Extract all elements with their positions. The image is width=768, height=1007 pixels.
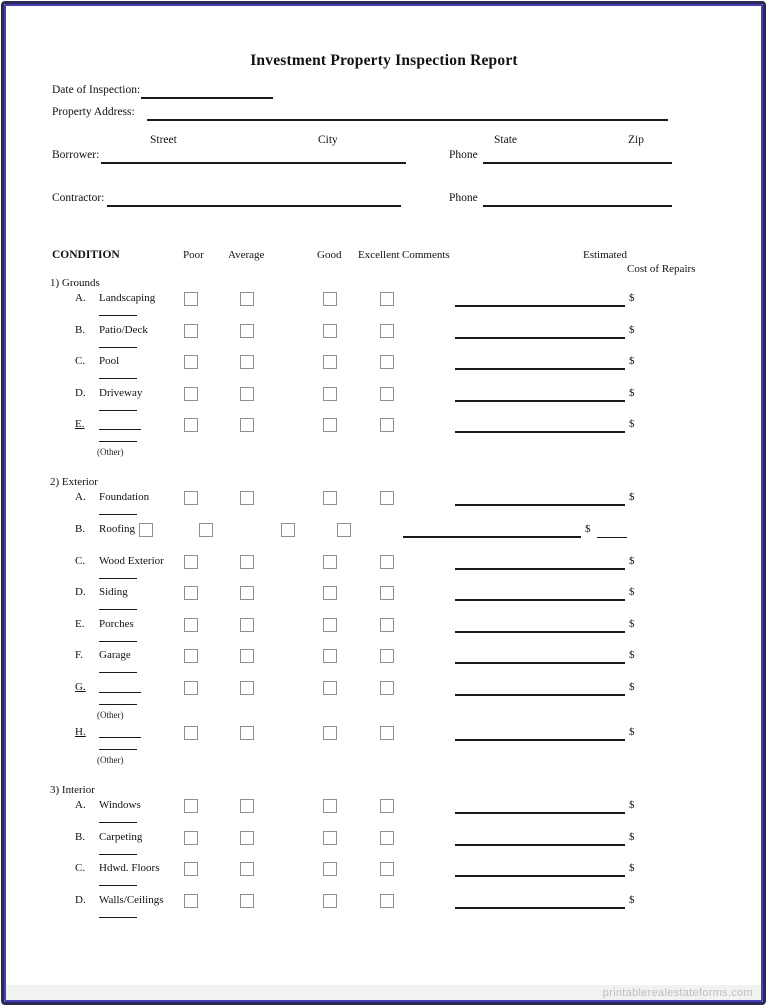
note-field[interactable]	[99, 738, 137, 750]
footer-watermark-bar	[6, 985, 761, 1000]
comments-field[interactable]	[455, 325, 625, 339]
dollar-sign: $	[629, 554, 635, 567]
checkbox-excellent[interactable]	[380, 726, 394, 740]
column-header-excellent: Excellent	[358, 249, 400, 261]
note-field[interactable]	[99, 336, 137, 348]
row-letter: B.	[75, 523, 86, 535]
row-letter: H.	[75, 726, 86, 738]
dollar-sign: $	[629, 830, 635, 843]
comments-field[interactable]	[455, 650, 625, 664]
column-header-estimated: Estimated	[583, 249, 627, 261]
checkbox-poor[interactable]	[184, 491, 198, 505]
row-label: Landscaping	[99, 292, 156, 304]
checkbox-good[interactable]	[323, 586, 337, 600]
checkbox-excellent[interactable]	[380, 491, 394, 505]
row-letter: D.	[75, 386, 86, 399]
property-address-label: Property Address:	[52, 106, 135, 118]
row-label: Pool	[99, 355, 120, 368]
row-label: Garage	[99, 649, 131, 662]
column-header-good: Good	[317, 249, 342, 261]
checkbox-poor[interactable]	[184, 894, 198, 908]
row-label: Windows	[99, 799, 141, 811]
other-caption: (Other)	[97, 755, 124, 765]
checkbox-good[interactable]	[323, 292, 337, 306]
comments-field[interactable]	[455, 832, 625, 846]
checkbox-average[interactable]	[240, 894, 254, 908]
checkbox-poor[interactable]	[184, 618, 198, 632]
comments-field[interactable]	[455, 619, 625, 633]
comments-field[interactable]	[455, 682, 625, 696]
checkbox-excellent[interactable]	[380, 355, 394, 369]
checkbox-good[interactable]	[323, 726, 337, 740]
checkbox-excellent[interactable]	[380, 862, 394, 876]
dollar-sign: $	[629, 649, 635, 662]
checkbox-poor[interactable]	[184, 726, 198, 740]
dollar-sign: $	[629, 893, 635, 906]
dollar-sign: $	[629, 355, 635, 368]
checkbox-good[interactable]	[323, 355, 337, 369]
section-title: 3) Interior	[50, 784, 95, 796]
checkbox-average[interactable]	[240, 649, 254, 663]
row-label: Hdwd. Floors	[99, 862, 160, 875]
row-letter: B.	[75, 323, 86, 336]
checkbox-poor[interactable]	[184, 586, 198, 600]
dollar-sign: $	[629, 681, 635, 693]
note-field[interactable]	[99, 661, 137, 673]
checkbox-average[interactable]	[240, 681, 254, 695]
checkbox-excellent[interactable]	[380, 418, 394, 432]
checkbox-excellent[interactable]	[380, 618, 394, 632]
checkbox-excellent[interactable]	[380, 324, 394, 338]
borrower-field[interactable]	[101, 150, 406, 164]
checkbox-excellent[interactable]	[380, 649, 394, 663]
comments-field[interactable]	[455, 492, 625, 506]
contractor-phone-field[interactable]	[483, 193, 672, 207]
checkbox-poor[interactable]	[184, 387, 198, 401]
row-label-blank-field[interactable]	[99, 418, 141, 430]
state-label: State	[494, 134, 517, 146]
comments-field[interactable]	[403, 524, 581, 538]
checkbox-excellent[interactable]	[380, 292, 394, 306]
dollar-sign: $	[629, 491, 635, 504]
other-caption: (Other)	[97, 447, 124, 458]
checkbox-poor[interactable]	[184, 418, 198, 432]
borrower-phone-label: Phone	[449, 149, 478, 161]
cost-field[interactable]	[597, 525, 627, 538]
checkbox-excellent[interactable]	[337, 523, 351, 537]
section-title: 2) Exterior	[50, 476, 98, 489]
note-field[interactable]	[99, 430, 137, 442]
note-field[interactable]	[99, 843, 137, 855]
checkbox-poor[interactable]	[184, 862, 198, 876]
checkbox-good[interactable]	[323, 681, 337, 695]
column-header-comments: Comments	[402, 249, 450, 261]
checkbox-good[interactable]	[323, 418, 337, 432]
dollar-sign: $	[629, 586, 635, 599]
checkbox-average[interactable]	[240, 831, 254, 845]
dollar-sign: $	[629, 726, 635, 738]
checkbox-poor[interactable]	[184, 292, 198, 306]
comments-field[interactable]	[455, 587, 625, 601]
note-field[interactable]	[99, 874, 137, 886]
row-letter: A.	[75, 292, 86, 304]
checkbox-good[interactable]	[323, 862, 337, 876]
borrower-label: Borrower:	[52, 149, 100, 161]
checkbox-good[interactable]	[323, 387, 337, 401]
checkbox-average[interactable]	[240, 799, 254, 813]
row-letter: C.	[75, 554, 86, 567]
note-field[interactable]	[99, 630, 137, 642]
note-field[interactable]	[99, 598, 137, 610]
contractor-label: Contractor:	[52, 192, 105, 204]
watermark-text: printablerealestateforms.com	[602, 986, 753, 999]
checkbox-excellent[interactable]	[380, 387, 394, 401]
row-letter: E.	[75, 617, 85, 630]
checkbox-excellent[interactable]	[380, 555, 394, 569]
note-field[interactable]	[99, 906, 137, 918]
comments-field[interactable]	[455, 727, 625, 741]
checkbox-excellent[interactable]	[380, 586, 394, 600]
date-of-inspection-field[interactable]	[141, 85, 273, 99]
dollar-sign: $	[629, 799, 635, 811]
row-letter: E.	[75, 418, 85, 431]
row-letter: D.	[75, 893, 86, 906]
row-letter: G.	[75, 681, 86, 693]
row-label: Foundation	[99, 491, 150, 504]
checkbox-good[interactable]	[323, 894, 337, 908]
checkbox-average[interactable]	[240, 355, 254, 369]
checkbox-average[interactable]	[240, 862, 254, 876]
checkbox-excellent[interactable]	[380, 894, 394, 908]
checkbox-good[interactable]	[281, 523, 295, 537]
checkbox-average[interactable]	[240, 555, 254, 569]
checkbox-good[interactable]	[323, 618, 337, 632]
checkbox-good[interactable]	[323, 491, 337, 505]
note-field[interactable]	[99, 693, 137, 705]
checkbox-average[interactable]	[240, 491, 254, 505]
note-field[interactable]	[99, 811, 137, 823]
checkbox-average[interactable]	[240, 618, 254, 632]
checkbox-poor[interactable]	[184, 355, 198, 369]
zip-label: Zip	[628, 134, 644, 146]
checkbox-poor[interactable]	[184, 831, 198, 845]
property-address-field[interactable]	[147, 107, 668, 121]
row-letter: A.	[75, 491, 86, 504]
checkbox-poor[interactable]	[139, 523, 153, 537]
note-field[interactable]	[99, 367, 137, 379]
checkbox-average[interactable]	[240, 387, 254, 401]
checkbox-poor[interactable]	[184, 555, 198, 569]
row-label: Walls/Ceilings	[99, 893, 164, 906]
row-letter: A.	[75, 799, 86, 811]
row-letter: C.	[75, 862, 86, 875]
comments-field[interactable]	[455, 863, 625, 877]
note-field[interactable]	[99, 399, 137, 411]
row-letter: F.	[75, 649, 83, 662]
dollar-sign: $	[629, 862, 635, 875]
checkbox-good[interactable]	[323, 799, 337, 813]
row-label-blank-field[interactable]	[99, 726, 141, 738]
row-label: Porches	[99, 617, 134, 630]
checkbox-good[interactable]	[323, 324, 337, 338]
checkbox-poor[interactable]	[184, 324, 198, 338]
checkbox-good[interactable]	[323, 831, 337, 845]
comments-field[interactable]	[455, 556, 625, 570]
row-label: Driveway	[99, 386, 143, 399]
city-label: City	[318, 134, 338, 146]
dollar-sign: $	[629, 292, 635, 304]
note-field[interactable]	[99, 503, 137, 515]
column-header-average: Average	[228, 249, 265, 261]
row-label: Patio/Deck	[99, 323, 148, 336]
borrower-phone-field[interactable]	[483, 150, 672, 164]
street-label: Street	[150, 134, 177, 146]
checkbox-poor[interactable]	[184, 681, 198, 695]
section-title: 1) Grounds	[50, 277, 100, 289]
comments-field[interactable]	[455, 895, 625, 909]
checkbox-excellent[interactable]	[380, 799, 394, 813]
column-header-poor: Poor	[183, 249, 204, 261]
comments-field[interactable]	[455, 356, 625, 370]
row-label: Roofing	[99, 523, 136, 535]
checkbox-average[interactable]	[240, 726, 254, 740]
row-label: Siding	[99, 586, 128, 599]
dollar-sign: $	[629, 418, 635, 431]
note-field[interactable]	[99, 304, 137, 316]
checkbox-excellent[interactable]	[380, 681, 394, 695]
comments-field[interactable]	[455, 293, 625, 307]
checkbox-poor[interactable]	[184, 799, 198, 813]
checkbox-poor[interactable]	[184, 649, 198, 663]
row-letter: B.	[75, 830, 86, 843]
note-field[interactable]	[99, 567, 137, 579]
checkbox-average[interactable]	[240, 418, 254, 432]
checkbox-average[interactable]	[199, 523, 213, 537]
column-header-cost-of-repairs: Cost of Repairs	[627, 263, 696, 275]
dollar-sign: $	[585, 523, 591, 535]
checkbox-average[interactable]	[240, 324, 254, 338]
other-caption: (Other)	[97, 710, 124, 720]
row-label-blank-field[interactable]	[99, 681, 141, 693]
form-title: Investment Property Inspection Report	[250, 52, 518, 69]
checkbox-excellent[interactable]	[380, 831, 394, 845]
row-letter: D.	[75, 586, 86, 599]
contractor-field[interactable]	[107, 193, 401, 207]
contractor-phone-label: Phone	[449, 192, 478, 204]
row-label: Carpeting	[99, 830, 143, 843]
row-letter: C.	[75, 355, 86, 368]
comments-field[interactable]	[455, 419, 625, 433]
checkbox-good[interactable]	[323, 649, 337, 663]
dollar-sign: $	[629, 617, 635, 630]
checkbox-average[interactable]	[240, 292, 254, 306]
dollar-sign: $	[629, 323, 635, 336]
comments-field[interactable]	[455, 388, 625, 402]
checkbox-good[interactable]	[323, 555, 337, 569]
dollar-sign: $	[629, 386, 635, 399]
checkbox-average[interactable]	[240, 586, 254, 600]
date-of-inspection-label: Date of Inspection:	[52, 84, 141, 96]
comments-field[interactable]	[455, 800, 625, 814]
condition-header: CONDITION	[52, 249, 120, 261]
row-label: Wood Exterior	[99, 554, 164, 567]
